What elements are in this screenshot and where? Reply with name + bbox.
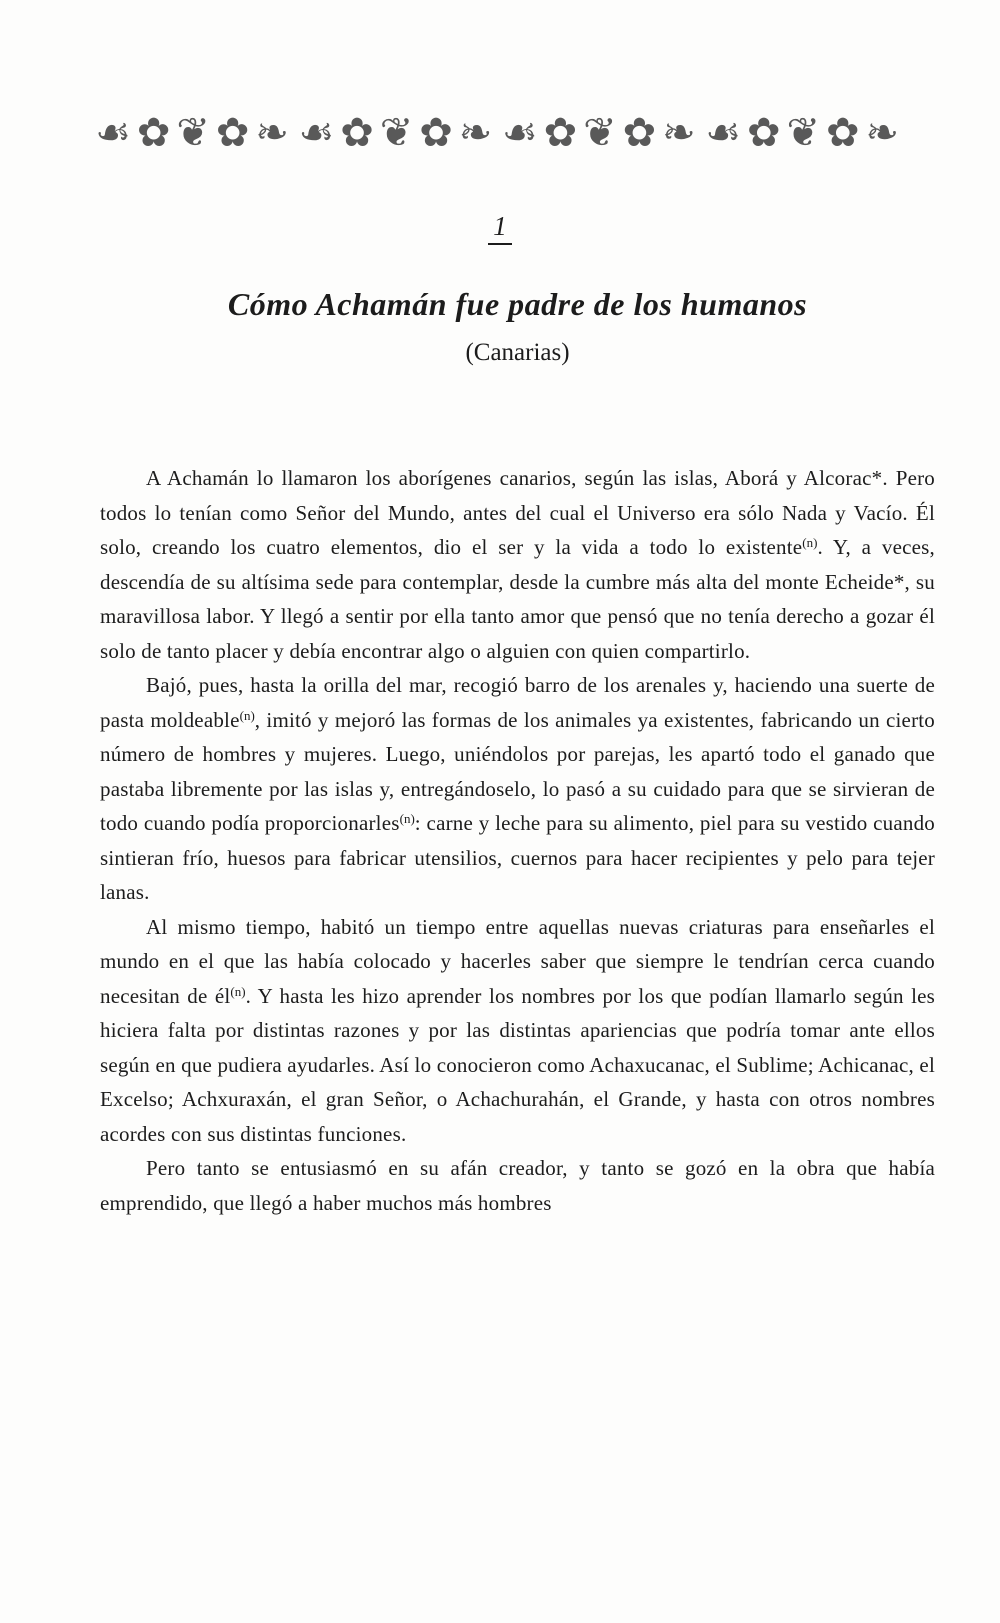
body-text bbox=[100, 461, 935, 1220]
paragraph: Al mismo tiempo, habitó un tiempo entre aquellas nuevas criaturas para enseñarles el mundo en el que las había colocado y hacerles saber que siempre le tendrían cerca cuando necesitan de $él^{(n)}$. Y hasta les hizo aprender los nombres por los que podían llamarlo según les hiciera falta por distintas razones y por las distintas apariencias que podría tomar ante ellos según en que pudiera ayudarles. Así lo conocieron como Achaxucanac, el Sublime; Achicanac, el Excelso; Achxuraxán, el gran Señor, o Achachurahán, el Grande, y hasta con otros nombres acordes con sus distintas funciones. bbox=[100, 914, 935, 1146]
chapter-subtitle: (Canarias) bbox=[465, 339, 570, 367]
chapter-number: 1 bbox=[488, 212, 512, 245]
floral-ornament-icon: ☙✿❦✿❧ bbox=[298, 110, 499, 156]
footnote-marker: (n) bbox=[802, 535, 818, 551]
footnote-marker: (n) bbox=[239, 707, 255, 723]
floral-ornament-icon: ☙✿❦✿❧ bbox=[95, 110, 295, 156]
chapter-title: Cómo Achamán fue padre de los humanos bbox=[227, 285, 808, 322]
floral-ornament-icon: ☙✿❦✿❧ bbox=[501, 110, 702, 156]
footnote-marker: (n) bbox=[399, 811, 415, 827]
floral-ornament-band bbox=[95, 100, 905, 166]
paragraph: Pero tanto se entusiasmó en su afán creador, y tanto se gozó en la obra que había emprendido, que llegó a haber muchos más hombres bbox=[100, 1156, 935, 1215]
footnote-marker: (n) bbox=[230, 983, 246, 999]
floral-ornament-icon: ☙✿❦✿❧ bbox=[705, 110, 905, 156]
paragraph: Bajó, pues, hasta la orilla del mar, recogió barro de los arenales y, haciendo una suerte de pasta moldeable$^{(n)}$, imitó y mejoró las formas de los animales ya existentes, fabricando un cierto número de hombres y mujeres. Luego, uniéndolos por parejas, les apartó todo el ganado que pastaba libremente por las islas y, entregándoselo, lo pasó a su cuidado para que se sirvieran de todo cuando podía proporcionarles$^{(n)}$: carne y leche para su alimento, piel para su vestido cuando sintieran frío, huesos para fabricar utensilios, cuernos para hacer recipientes y pelo para tejer lanas. bbox=[100, 673, 935, 905]
paragraph: A Achamán lo llamaron los aborígenes canarios, según las islas, Aborá y Alcorac*. Pero todos lo tenían como Señor del Mundo, antes del cual el Universo era sólo Nada y Vacío. Él solo, creando los cuatro elementos, dio el ser y la vida a todo lo existente$^{(n)}$. Y, a veces, descendía de su altísima sede para contemplar, desde la cumbre más alta del monte Echeide*, su maravillosa labor. Y llegó a sentir por ella tanto amor que pensó que no tenía derecho a gozar él solo de tanto placer y debía encontrar algo o alguien con quien compartirlo. bbox=[100, 466, 935, 663]
chapter-number-row bbox=[0, 212, 1000, 245]
